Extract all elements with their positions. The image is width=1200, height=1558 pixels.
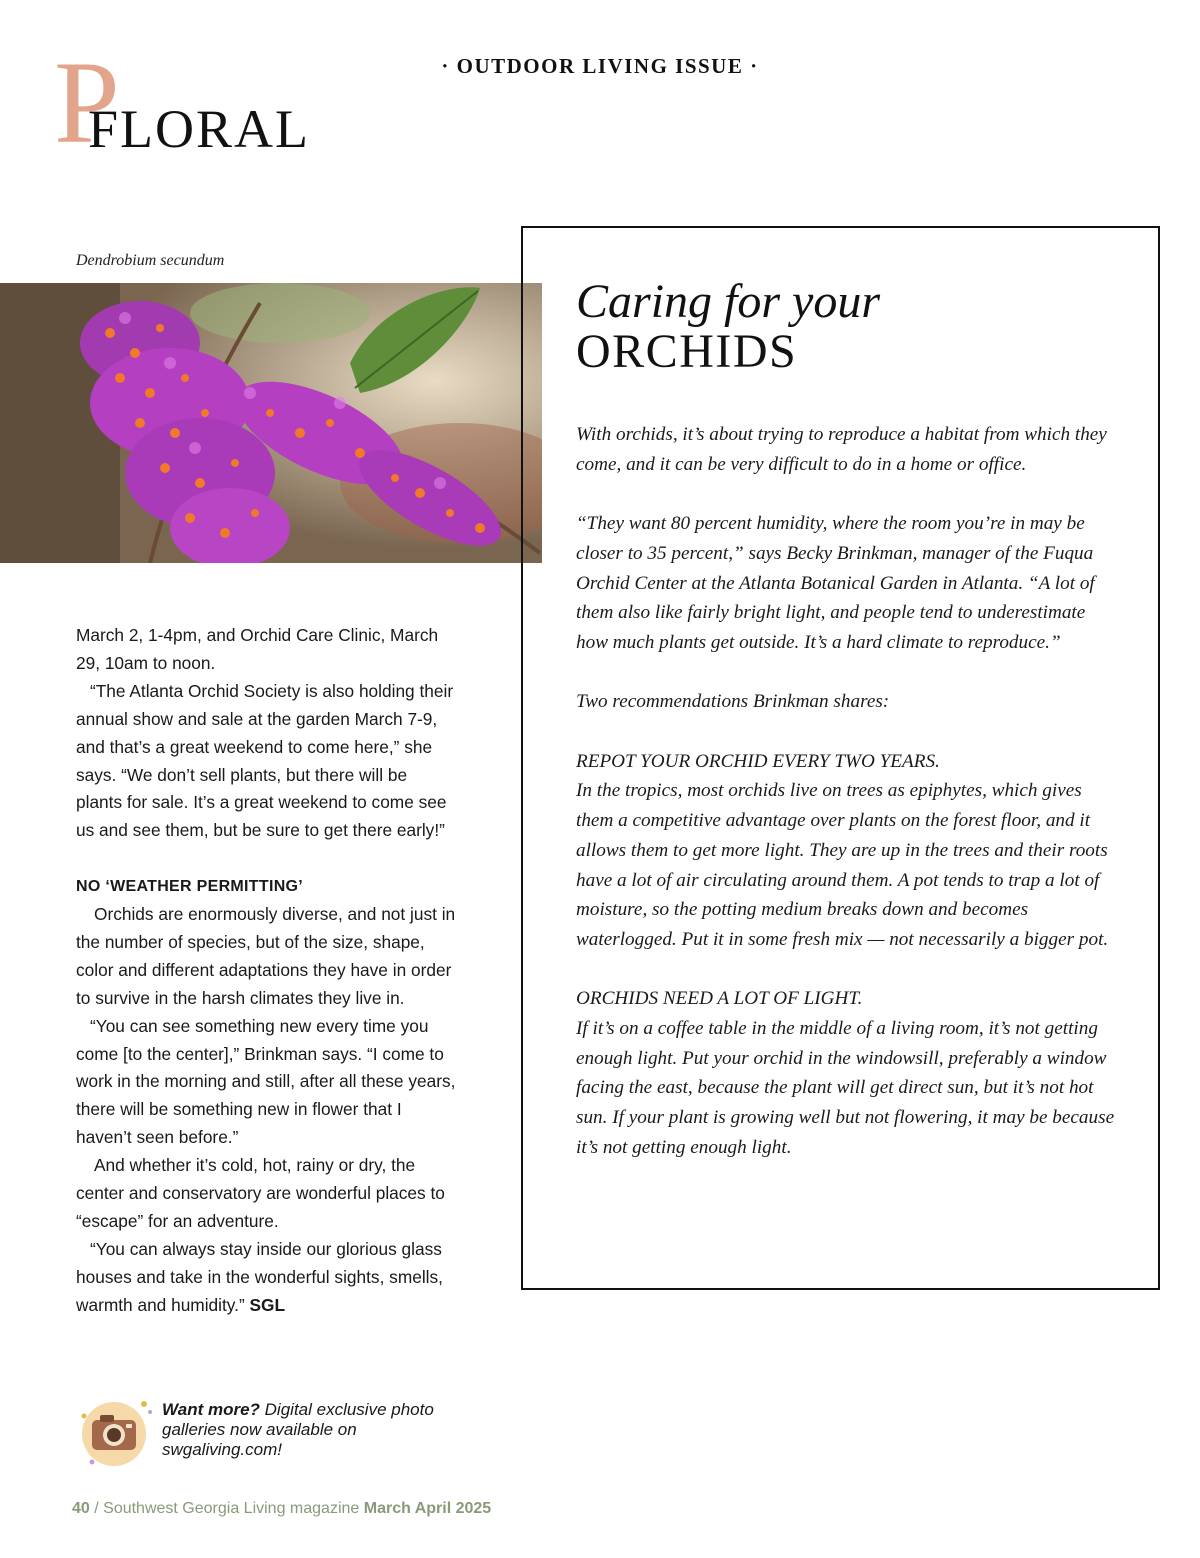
- article-paragraph: “You can see something new every time you come [to the center],” Brinkman says. “I come to work in the morning and still, after all these years, there will be something new in flower that I haven’t seen before.”: [76, 1015, 456, 1148]
- article-paragraph: Orchids are enormously diverse, and not just in the number of species, but of the size, shape, color and different adaptations they have in order to survive in the harsh climates they live in.: [76, 904, 456, 1008]
- article-paragraph: “You can always stay inside our glorious glass houses and take in the wonderful sights, smells, warmth and humidity.”: [76, 1238, 443, 1315]
- sidebar-body: [576, 420, 1121, 1163]
- publication-name: Southwest Georgia Living magazine: [103, 1500, 364, 1517]
- article-left-column: [76, 622, 456, 1320]
- tip-body: In the tropics, most orchids live on trees as epiphytes, which gives them a competitive advantage over plants on the forest floor, and it allows them to get more light. They are up in the trees and their roots have a lot of air circulating around them. A pot tends to trap a lot of moisture, so the potting medium breaks down and becomes waterlogged. Put it in some fresh mix — not necessarily a bigger pot.: [576, 780, 1109, 950]
- tip-heading: REPOT YOUR ORCHID EVERY TWO YEARS.: [576, 750, 940, 772]
- article-closing-paragraph: [76, 1236, 456, 1320]
- issue-date: March April 2025: [363, 1500, 492, 1517]
- paragraph-gap: [76, 845, 456, 873]
- orchid-photo: [0, 283, 542, 563]
- digital-promo[interactable]: [78, 1398, 478, 1468]
- page-number: 40: [72, 1500, 90, 1517]
- camera-icon: [78, 1398, 158, 1468]
- issue-label: · OUTDOOR LIVING ISSUE ·: [441, 54, 759, 78]
- article-subhead: NO ‘WEATHER PERMITTING’: [76, 878, 304, 896]
- footer-separator: /: [89, 1500, 104, 1517]
- promo-text: [162, 1400, 462, 1460]
- paragraph-gap: [576, 955, 1121, 985]
- orchid-illustration: [0, 283, 542, 563]
- photo-caption: Dendrobium secundum: [76, 252, 225, 269]
- paragraph-gap: [576, 717, 1121, 747]
- sidebar-quote: “They want 80 percent humidity, where the room you’re in may be closer to 35 percent,” says Becky Brinkman, manager of the Fuqua Orchid Center at the Atlanta Botanical Garden in Atlanta. “A lot of them also like fairly bright light, and people tend to underestimate how much plants get outside. It’s a hard climate to reproduce.”: [576, 513, 1095, 653]
- paragraph-gap: [576, 479, 1121, 509]
- tip-heading: ORCHIDS NEED A LOT OF LIGHT.: [576, 988, 863, 1010]
- promo-lead: Want more?: [162, 1400, 260, 1419]
- sidebar-title-line1: Caring for your: [576, 275, 881, 328]
- sidebar-intro: With orchids, it’s about trying to reproduce a habitat from which they come, and it can be very difficult to do in a home or office.: [576, 424, 1107, 475]
- paragraph-gap: [576, 658, 1121, 688]
- sign-off: SGL: [249, 1294, 286, 1315]
- tip-body: If it’s on a coffee table in the middle of a living room, it’s not getting enough light. Put your orchid in the windowsill, preferably a window facing the east, because the plant will get direct sun, but it’s not hot sun. If your plant is growing well but not flowering, it may be because it’s not getting enough light.: [576, 1018, 1115, 1158]
- sidebar-lead-in: Two recommendations Brinkman shares:: [576, 691, 890, 713]
- orchid-care-sidebar: [521, 226, 1160, 1290]
- article-paragraph: And whether it’s cold, hot, rainy or dry, the center and conservatory are wonderful places to “escape” for an adventure.: [76, 1155, 445, 1232]
- article-paragraph: “The Atlanta Orchid Society is also holding their annual show and sale at the garden March 7-9, and that’s a great weekend to come here,” she says. “We don’t sell plants, but there will be plants for sale. It’s a great weekend to come see us and see them, but be sure to get there early!”: [76, 680, 454, 841]
- page-footer: [72, 1500, 491, 1518]
- section-title: FLORAL: [88, 99, 311, 159]
- section-logo: [50, 37, 311, 178]
- promo-body: Digital exclusive photo galleries now available on swgaliving.com!: [162, 1400, 434, 1459]
- sidebar-content: [576, 276, 1121, 1163]
- sidebar-title-line2: ORCHIDS: [576, 325, 798, 378]
- section-initial: P: [54, 37, 120, 168]
- article-paragraph: March 2, 1-4pm, and Orchid Care Clinic, March 29, 10am to noon.: [76, 625, 439, 673]
